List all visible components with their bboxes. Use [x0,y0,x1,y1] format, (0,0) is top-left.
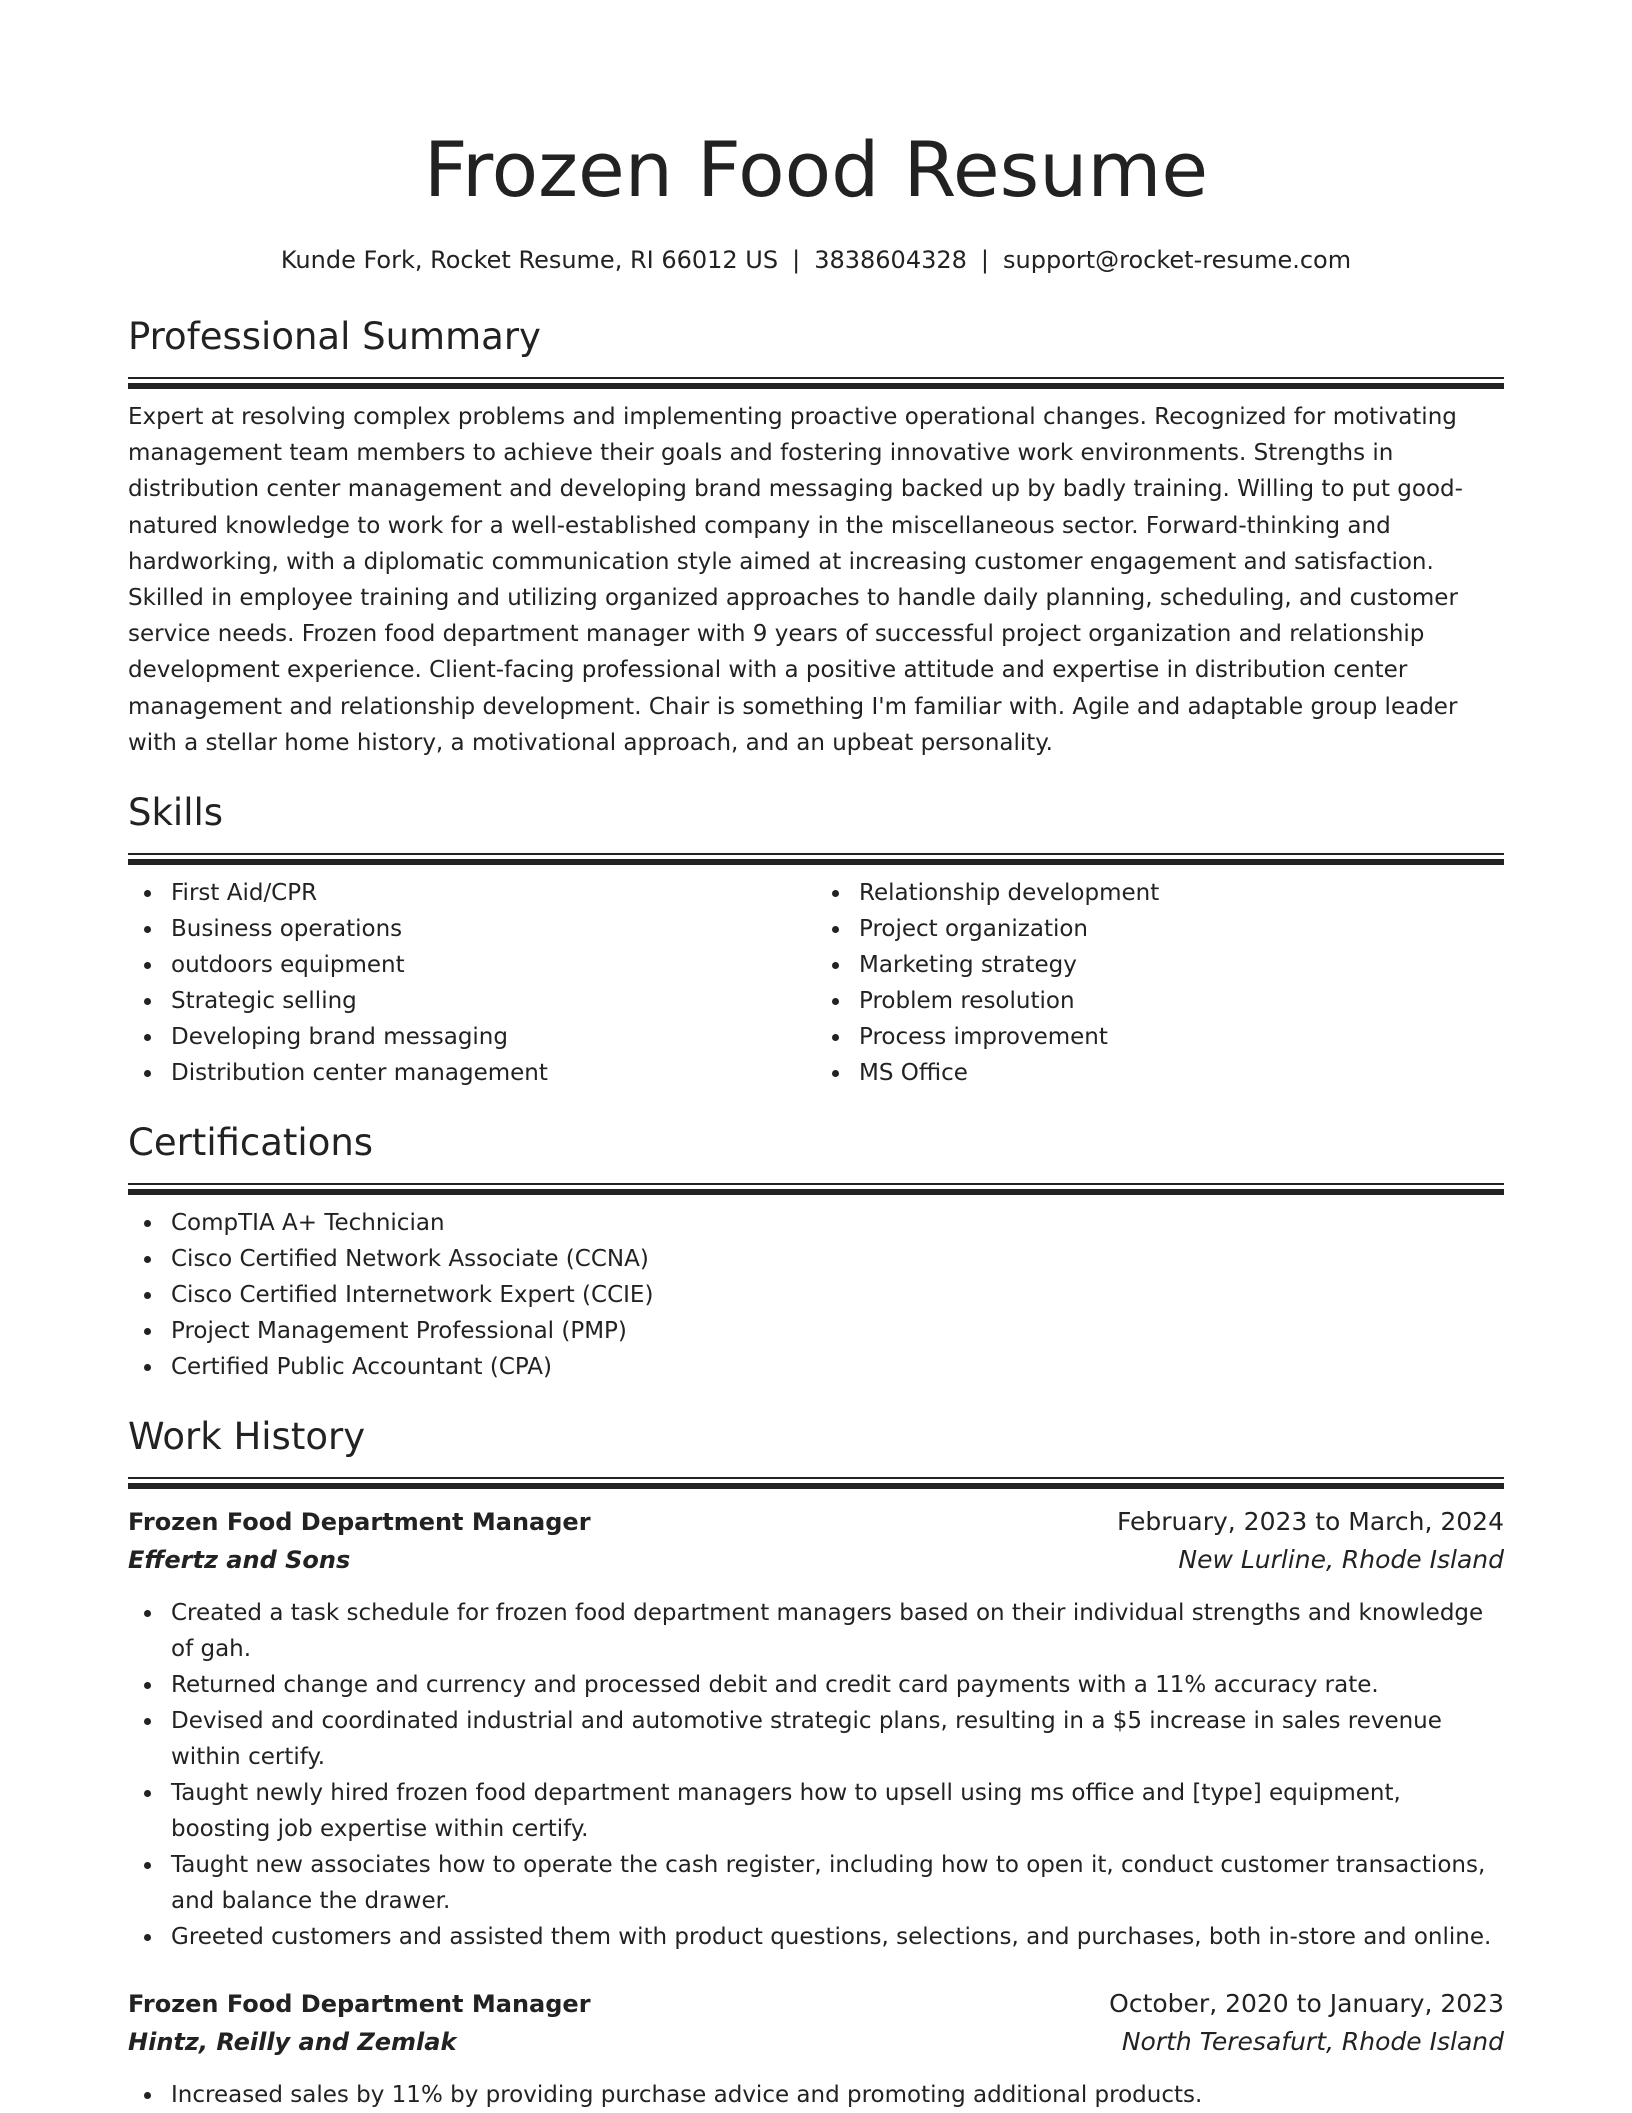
job-bullets [128,1595,1504,1955]
contact-address: Kunde Fork, Rocket Resume, RI 66012 US [280,246,779,274]
certification-item: CompTIA A+ Technician [128,1205,1504,1241]
contact-phone: 3838604328 [814,246,967,274]
section-divider [128,853,1504,865]
job-bullet: Increased sales by 11% by providing purchase advice and promoting additional products. [128,2077,1504,2113]
job-company-row [128,1541,1504,1579]
skill-item: Relationship development [816,875,1504,911]
skill-item: Marketing strategy [816,947,1504,983]
job-bullet: Greeted customers and assisted them with product questions, selections, and purchases, both in-store and online. [128,1919,1504,1955]
skills-column-right [816,875,1504,1091]
contact-separator: | [792,246,801,274]
job-company: Effertz and Sons [128,1546,351,1575]
resume-title: Frozen Food Resume [423,125,1209,214]
job-location: North Teresafurt, Rhode Island [1121,2027,1504,2057]
job-bullet: Returned change and currency and processed debit and credit card payments with a 11% accuracy rate. [128,1667,1504,1703]
skills-grid [128,875,1504,1091]
job-bullet: Taught new associates how to operate the cash register, including how to open it, conduct customer transactions, and balance the drawer. [128,1847,1504,1919]
skill-item: First Aid/CPR [128,875,816,911]
section-divider [128,377,1504,389]
certifications-list [128,1205,1504,1385]
skill-item: Process improvement [816,1019,1504,1055]
job-entry [128,1503,1504,1955]
job-bullet: Created a task schedule for frozen food department managers based on their individual strengths and knowledge of gah. [128,1595,1504,1667]
section-divider [128,1477,1504,1489]
contact-line [128,244,1504,276]
certification-item: Cisco Certified Network Associate (CCNA) [128,1241,1504,1277]
job-header-row [128,1503,1504,1541]
summary-heading: Professional Summary [128,315,541,358]
job-header-row [128,1985,1504,2023]
skill-item: Problem resolution [816,983,1504,1019]
skill-item: Distribution center management [128,1055,816,1091]
certifications-heading: Certifications [128,1121,374,1165]
job-entry [128,1985,1504,2113]
contact-email: support@rocket-resume.com [1003,246,1352,274]
resume-page [128,0,1504,2113]
job-bullets [128,2077,1504,2113]
skills-heading: Skills [128,791,224,835]
job-bullet: Taught newly hired frozen food department managers how to upsell using ms office and [type] equipment, boosting job expertise within certify. [128,1775,1504,1847]
section-divider [128,1183,1504,1195]
job-location: New Lurline, Rhode Island [1178,1545,1504,1575]
job-bullet: Devised and coordinated industrial and automotive strategic plans, resulting in a $5 increase in sales revenue within certify. [128,1703,1504,1775]
skill-item: MS Office [816,1055,1504,1091]
skill-item: Strategic selling [128,983,816,1019]
job-title: Frozen Food Department Manager [128,1990,591,2019]
job-company-row [128,2023,1504,2061]
summary-section [128,313,1504,761]
work-history-heading: Work History [128,1415,366,1459]
job-company: Hintz, Reilly and Zemlak [128,2028,457,2057]
skill-item: Developing brand messaging [128,1019,816,1055]
skill-item: outdoors equipment [128,947,816,983]
job-title: Frozen Food Department Manager [128,1508,591,1537]
summary-text: Expert at resolving complex problems and implementing proactive operational changes. Recognized for motivating management team members to achieve their goals and fostering innovative work environments. Strengths in distribution center management and developing brand messaging backed up by badly training. Willing to put good-natured knowledge to work for a well-established company in the miscellaneous sector. Forward-thinking and hardworking, with a diplomatic communication style aimed at increasing customer engagement and satisfaction. Skilled in employee training and utilizing organized approaches to handle daily planning, scheduling, and customer service needs. Frozen food department manager with 9 years of successful project organization and relationship development experience. Client-facing professional with a positive attitude and expertise in distribution center management and relationship development. Chair is something I'm familiar with. Agile and adaptable group leader with a stellar home history, a motivational approach, and an upbeat personality. [128,404,1463,756]
certification-item: Certified Public Accountant (CPA) [128,1349,1504,1385]
job-dates: February, 2023 to March, 2024 [1116,1507,1504,1537]
job-dates: October, 2020 to January, 2023 [1109,1989,1504,2019]
skills-column-left [128,875,816,1091]
contact-separator: | [980,246,989,274]
certification-item: Project Management Professional (PMP) [128,1313,1504,1349]
certifications-section [128,1119,1504,1385]
skills-section [128,789,1504,1091]
certification-item: Cisco Certified Internetwork Expert (CCIE) [128,1277,1504,1313]
skill-item: Project organization [816,911,1504,947]
work-history-section [128,1413,1504,2113]
skill-item: Business operations [128,911,816,947]
